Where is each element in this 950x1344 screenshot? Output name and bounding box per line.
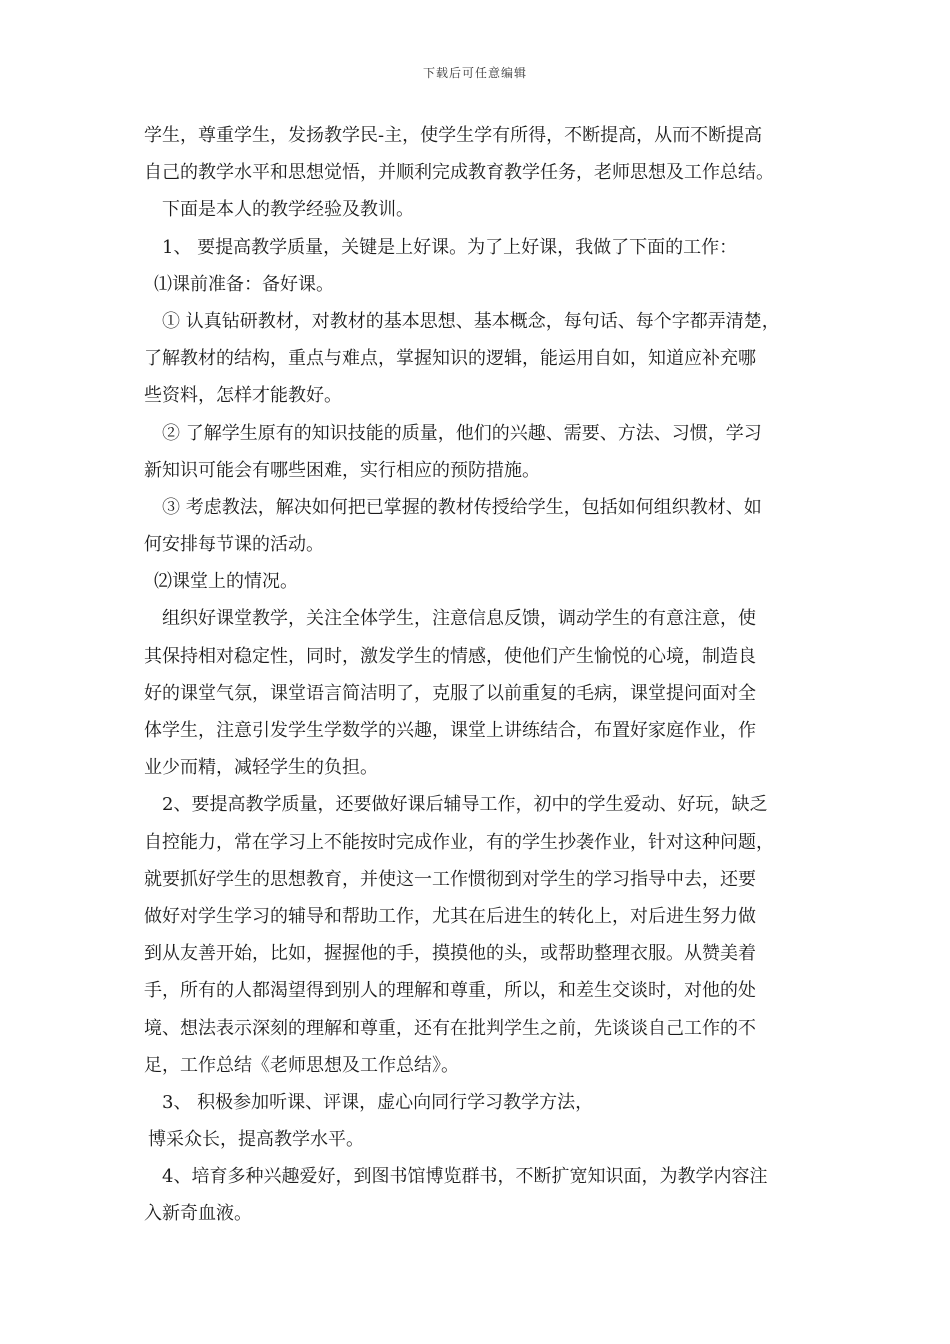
text-line: 境、想法表示深刻的理解和尊重，还有在批判学生之前，先谈谈自己工作的不	[144, 1017, 756, 1039]
text-line: 何安排每节课的活动。	[144, 534, 324, 556]
text-line: ③ 考虑教法，解决如何把已掌握的教材传授给学生，包括如何组织教材、如	[162, 496, 762, 518]
page-header: 下载后可任意编辑	[422, 66, 527, 80]
text-line: ⑵课堂上的情况。	[154, 571, 298, 593]
text-line: 好的课堂气氛，课堂语言简洁明了，克服了以前重复的毛病，课堂提问面对全	[144, 682, 756, 704]
text-line: ② 了解学生原有的知识技能的质量，他们的兴趣、需要、方法、习惯，学习	[162, 422, 762, 444]
text-line: 自己的教学水平和思想觉悟，并顺利完成教育教学任务，老师思想及工作总结。	[144, 162, 774, 184]
text-line: 业少而精，减轻学生的负担。	[144, 757, 378, 779]
text-line: 2、要提高教学质量，还要做好课后辅导工作，初中的学生爱动、好玩，缺乏	[162, 794, 768, 816]
text-line: 足，工作总结《老师思想及工作总结》。	[144, 1054, 459, 1076]
text-line: 就要抓好学生的思想教育，并使这一工作惯彻到对学生的学习指导中去，还要	[144, 868, 756, 890]
text-line: ① 认真钻研教材，对教材的基本思想、基本概念，每句话、每个字都弄清楚，	[162, 310, 780, 332]
text-line: 做好对学生学习的辅导和帮助工作，尤其在后进生的转化上，对后进生努力做	[144, 905, 756, 927]
text-line: 到从友善开始，比如，握握他的手，摸摸他的头，或帮助整理衣服。从赞美着	[144, 943, 756, 965]
text-line: 了解教材的结构，重点与难点，掌握知识的逻辑，能运用自如，知道应补充哪	[144, 348, 756, 370]
text-line: 自控能力，常在学习上不能按时完成作业，有的学生抄袭作业，针对这种问题，	[144, 831, 774, 853]
text-line: 4、培育多种兴趣爱好，到图书馆博览群书，不断扩宽知识面，为教学内容注	[162, 1166, 768, 1188]
text-line: 手，所有的人都渴望得到别人的理解和尊重，所以，和差生交谈时，对他的处	[144, 980, 756, 1002]
text-line: 博采众长，提高教学水平。	[148, 1129, 364, 1151]
text-line: 些资料，怎样才能教好。	[144, 385, 342, 407]
text-line: 组织好课堂教学，关注全体学生，注意信息反馈，调动学生的有意注意，使	[162, 608, 756, 630]
text-line: 学生，尊重学生，发扬教学民-主，使学生学有所得，不断提高，从而不断提高	[144, 125, 763, 146]
text-line: 入新奇血液。	[144, 1203, 252, 1225]
document-body	[144, 117, 826, 1233]
text-line: 3、 积极参加听课、评课，虚心向同行学习教学方法，	[162, 1091, 594, 1113]
text-line: 新知识可能会有哪些困难，实行相应的预防措施。	[144, 459, 540, 481]
text-line: 其保持相对稳定性，同时，激发学生的情感，使他们产生愉悦的心境，制造良	[144, 645, 756, 667]
text-line: ⑴课前准备：备好课。	[154, 273, 334, 295]
text-line: 1、 要提高教学质量，关键是上好课。为了上好课，我做了下面的工作：	[162, 236, 738, 258]
text-line: 下面是本人的教学经验及教训。	[162, 199, 414, 221]
text-line: 体学生，注意引发学生学数学的兴趣，课堂上讲练结合，布置好家庭作业，作	[144, 720, 756, 741]
